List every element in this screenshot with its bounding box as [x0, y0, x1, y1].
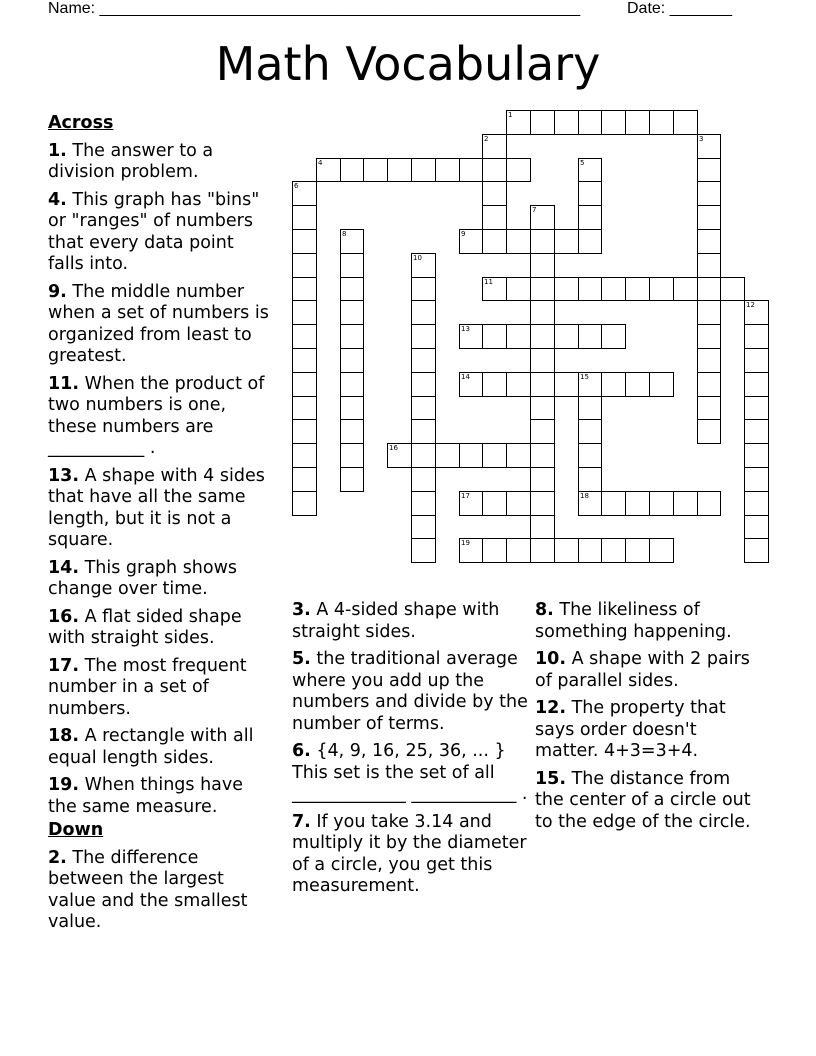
grid-cell[interactable] [744, 396, 769, 420]
grid-cell[interactable] [697, 300, 721, 325]
grid-cell[interactable] [292, 205, 317, 230]
grid-cell[interactable] [601, 110, 626, 135]
grid-cell[interactable] [292, 300, 317, 325]
grid-cell[interactable] [292, 419, 317, 444]
grid-cell[interactable] [530, 348, 555, 373]
grid-cell[interactable] [506, 443, 531, 468]
clue-number: 8. [535, 600, 554, 620]
grid-cell[interactable] [601, 491, 626, 516]
across-heading: Across [48, 113, 114, 133]
grid-cell[interactable] [649, 110, 674, 135]
grid-cell[interactable] [340, 372, 364, 397]
clue-number: 6. [292, 741, 311, 761]
grid-cell[interactable] [482, 491, 507, 516]
clue-text: The middle number when a set of numbers is organized from least to greatest. [48, 281, 269, 366]
clue-item [48, 656, 273, 721]
clue-text: When things have the same measure. [48, 775, 244, 817]
grid-cell[interactable] [697, 253, 721, 278]
grid-cell[interactable] [340, 277, 364, 301]
grid-cell[interactable] [578, 467, 602, 492]
grid-cell[interactable] [649, 538, 674, 563]
clue-item [292, 741, 528, 806]
clue-number: 7. [292, 811, 311, 832]
clue-number: 11. [48, 373, 80, 394]
grid-cell[interactable] [601, 277, 626, 301]
grid-cell[interactable] [697, 205, 721, 230]
grid-cell[interactable] [578, 229, 602, 254]
grid-cell[interactable] [697, 348, 721, 373]
grid-cell[interactable] [482, 324, 507, 349]
grid-cell[interactable] [506, 491, 531, 516]
grid-cell[interactable] [482, 158, 507, 182]
grid-cell[interactable] [601, 324, 626, 349]
grid-cell[interactable] [530, 253, 555, 278]
grid-cell[interactable] [554, 372, 579, 397]
grid-cell[interactable] [411, 515, 436, 539]
down-clue-list-part2 [292, 600, 528, 898]
clue-number: 15. [535, 768, 567, 789]
grid-cell[interactable] [530, 324, 555, 349]
grid-cell[interactable] [578, 324, 602, 349]
grid-cell[interactable] [601, 372, 626, 397]
across-clue-list [48, 141, 273, 819]
clues-column-3 [535, 600, 760, 839]
grid-cell[interactable] [744, 372, 769, 397]
down-clue-list-part1 [48, 848, 273, 934]
grid-cell[interactable] [459, 158, 483, 182]
clue-text: The answer to a division problem. [48, 140, 214, 182]
grid-cell[interactable] [292, 348, 317, 373]
clue-item [535, 698, 760, 763]
clue-item [535, 649, 760, 692]
grid-cell[interactable] [673, 491, 698, 516]
clue-text: The difference between the largest value and the smallest value. [48, 847, 248, 932]
grid-cell[interactable] [482, 229, 507, 254]
grid-clue-number: 10 [413, 254, 422, 262]
grid-cell[interactable] [292, 396, 317, 420]
grid-clue-number: 3 [699, 135, 704, 143]
grid-cell[interactable] [506, 158, 531, 182]
clue-text: The likeliness of something happening. [535, 600, 732, 642]
grid-cell[interactable] [340, 419, 364, 444]
grid-cell[interactable] [578, 419, 602, 444]
grid-cell[interactable] [697, 324, 721, 349]
grid-cell[interactable] [411, 443, 436, 468]
grid-cell[interactable] [744, 348, 769, 373]
clue-text: This graph shows change over time. [48, 557, 238, 599]
grid-cell[interactable] [506, 324, 531, 349]
grid-cell[interactable] [530, 467, 555, 492]
clue-number: 1. [48, 140, 67, 161]
grid-cell[interactable] [411, 396, 436, 420]
grid-cell[interactable] [625, 491, 650, 516]
grid-cell[interactable] [363, 158, 388, 182]
grid-cell[interactable] [697, 181, 721, 206]
grid-clue-number: 2 [484, 135, 489, 143]
grid-cell[interactable] [435, 158, 460, 182]
clue-text: the traditional average where you add up the numbers and divide by the number of terms. [292, 649, 528, 734]
grid-cell[interactable] [554, 110, 579, 135]
grid-clue-number: 6 [294, 182, 299, 190]
clue-text: The distance from the center of a circle out to the edge of the circle. [535, 768, 751, 832]
grid-cell[interactable] [482, 205, 507, 230]
clue-number: 4. [48, 189, 67, 210]
grid-cell[interactable] [411, 372, 436, 397]
grid-cell[interactable] [554, 324, 579, 349]
grid-cell[interactable] [411, 158, 436, 182]
grid-cell[interactable] [744, 443, 769, 468]
grid-cell[interactable] [482, 538, 507, 563]
grid-cell[interactable] [292, 467, 317, 492]
clue-number: 16. [48, 606, 80, 627]
grid-cell[interactable] [697, 229, 721, 254]
grid-cell[interactable] [530, 110, 555, 135]
clue-item [292, 812, 528, 898]
grid-cell[interactable] [340, 467, 364, 492]
grid-cell[interactable] [459, 443, 483, 468]
grid-cell[interactable] [649, 491, 674, 516]
clue-item [535, 600, 760, 643]
grid-cell[interactable] [530, 300, 555, 325]
clue-text: This graph has "bins" or "ranges" of numbers that every data point falls into. [48, 189, 260, 274]
grid-cell[interactable] [506, 538, 531, 563]
grid-cell[interactable] [411, 348, 436, 373]
grid-cell[interactable] [697, 396, 721, 420]
grid-cell[interactable] [530, 372, 555, 397]
grid-cell[interactable] [411, 467, 436, 492]
clue-item [292, 649, 528, 735]
clue-number: 12. [535, 698, 567, 718]
grid-cell[interactable] [530, 538, 555, 563]
grid-cell[interactable] [744, 419, 769, 444]
clue-text: When the product of two numbers is one, these numbers are ___________ . [48, 373, 265, 458]
grid-cell[interactable] [411, 277, 436, 301]
clue-number: 2. [48, 847, 67, 868]
clue-text: The most frequent number in a set of numbers. [48, 655, 247, 719]
grid-cell[interactable] [530, 419, 555, 444]
grid-cell[interactable] [340, 443, 364, 468]
grid-cell[interactable] [435, 443, 460, 468]
grid-cell[interactable] [578, 538, 602, 563]
grid-cell[interactable] [578, 396, 602, 420]
grid-cell[interactable] [578, 110, 602, 135]
grid-cell[interactable] [554, 538, 579, 563]
grid-cell[interactable] [697, 277, 721, 301]
clue-number: 3. [292, 600, 311, 620]
grid-cell[interactable] [697, 419, 721, 444]
grid-cell[interactable] [482, 181, 507, 206]
grid-cell[interactable] [673, 110, 698, 135]
clues-column-1 [48, 113, 273, 940]
clue-text: The property that says order doesn't matter. 4+3=3+4. [535, 698, 726, 761]
grid-clue-number: 12 [746, 301, 755, 309]
clue-item [48, 558, 273, 601]
grid-cell[interactable] [744, 467, 769, 492]
grid-clue-number: 1 [508, 111, 513, 119]
grid-clue-number: 5 [580, 159, 585, 167]
grid-cell[interactable] [744, 515, 769, 539]
clue-text: A flat sided shape with straight sides. [48, 606, 242, 648]
clues-column-2 [292, 600, 528, 904]
clue-item [535, 769, 760, 834]
clue-item [48, 190, 273, 276]
clue-item [48, 141, 273, 184]
grid-cell[interactable] [649, 372, 674, 397]
clue-text: A shape with 2 pairs of parallel sides. [535, 649, 750, 691]
name-field-label: Name: ______________________________________________________ [48, 0, 581, 17]
grid-cell[interactable] [411, 300, 436, 325]
grid-cell[interactable] [578, 181, 602, 206]
clue-text: A 4-sided shape with straight sides. [292, 600, 500, 642]
grid-clue-number: 8 [342, 230, 347, 238]
grid-cell[interactable] [506, 277, 531, 301]
grid-cell[interactable] [387, 158, 412, 182]
clue-number: 19. [48, 775, 80, 795]
clue-item [48, 726, 273, 769]
grid-clue-number: 9 [461, 230, 466, 238]
grid-cell[interactable] [340, 300, 364, 325]
grid-cell[interactable] [554, 277, 579, 301]
grid-clue-number: 16 [389, 444, 398, 452]
down-heading: Down [48, 820, 104, 840]
grid-cell[interactable] [506, 229, 531, 254]
grid-clue-number: 15 [580, 373, 589, 381]
clue-item [48, 607, 273, 650]
grid-clue-number: 7 [532, 206, 537, 214]
grid-cell[interactable] [411, 324, 436, 349]
clue-item [292, 600, 528, 643]
clue-item [48, 374, 273, 460]
grid-cell[interactable] [697, 372, 721, 397]
clue-item [48, 775, 273, 818]
grid-cell[interactable] [411, 538, 436, 563]
grid-clue-number: 11 [484, 278, 493, 286]
grid-cell[interactable] [530, 229, 555, 254]
grid-cell[interactable] [340, 158, 364, 182]
grid-cell[interactable] [292, 253, 317, 278]
down-clue-list-part3 [535, 600, 760, 833]
clue-text: A rectangle with all equal length sides. [48, 726, 254, 768]
clue-number: 13. [48, 465, 80, 486]
grid-cell[interactable] [530, 515, 555, 539]
grid-cell[interactable] [530, 443, 555, 468]
grid-cell[interactable] [292, 324, 317, 349]
grid-cell[interactable] [697, 158, 721, 182]
clue-number: 9. [48, 281, 67, 302]
grid-cell[interactable] [744, 324, 769, 349]
clue-number: 18. [48, 726, 80, 746]
grid-cell[interactable] [340, 253, 364, 278]
grid-cell[interactable] [649, 277, 674, 301]
clue-item [48, 282, 273, 368]
clue-number: 10. [535, 649, 567, 669]
grid-cell[interactable] [601, 538, 626, 563]
grid-cell[interactable] [578, 277, 602, 301]
grid-cell[interactable] [340, 324, 364, 349]
clue-number: 17. [48, 655, 80, 676]
grid-clue-number: 13 [461, 325, 470, 333]
grid-cell[interactable] [697, 491, 721, 516]
grid-cell[interactable] [673, 277, 698, 301]
grid-cell[interactable] [744, 538, 769, 563]
grid-cell[interactable] [530, 277, 555, 301]
grid-cell[interactable] [625, 277, 650, 301]
grid-cell[interactable] [578, 205, 602, 230]
grid-cell[interactable] [292, 491, 317, 516]
grid-cell[interactable] [292, 229, 317, 254]
clue-number: 14. [48, 557, 80, 578]
clue-number: 5. [292, 649, 311, 669]
grid-cell[interactable] [530, 396, 555, 420]
clue-item [48, 848, 273, 934]
grid-cell[interactable] [292, 443, 317, 468]
grid-cell[interactable] [411, 419, 436, 444]
grid-cell[interactable] [530, 491, 555, 516]
grid-cell[interactable] [292, 372, 317, 397]
grid-cell[interactable] [340, 348, 364, 373]
clue-text: {4, 9, 16, 25, 36, ... } This set is the set of all _____________ ____________ . [292, 741, 528, 804]
clue-item [48, 466, 273, 552]
grid-cell[interactable] [625, 538, 650, 563]
grid-cell[interactable] [340, 396, 364, 420]
grid-cell[interactable] [482, 372, 507, 397]
page-title: Math Vocabulary [215, 37, 601, 91]
clue-text: If you take 3.14 and multiply it by the diameter of a circle, you get this measurement. [292, 811, 527, 896]
grid-clue-number: 18 [580, 492, 589, 500]
date-field-label: Date: _______ [627, 0, 732, 17]
grid-clue-number: 14 [461, 373, 470, 381]
grid-cell[interactable] [720, 277, 745, 301]
grid-clue-number: 4 [318, 159, 323, 167]
grid-cell[interactable] [411, 491, 436, 516]
grid-cell[interactable] [578, 443, 602, 468]
grid-cell[interactable] [506, 372, 531, 397]
grid-cell[interactable] [292, 277, 317, 301]
clue-text: A shape with 4 sides that have all the same length, but it is not a square. [48, 465, 265, 550]
grid-cell[interactable] [554, 229, 579, 254]
grid-cell[interactable] [625, 372, 650, 397]
grid-cell[interactable] [625, 110, 650, 135]
grid-clue-number: 17 [461, 492, 470, 500]
grid-clue-number: 19 [461, 539, 470, 547]
grid-cell[interactable] [744, 491, 769, 516]
grid-cell[interactable] [482, 443, 507, 468]
